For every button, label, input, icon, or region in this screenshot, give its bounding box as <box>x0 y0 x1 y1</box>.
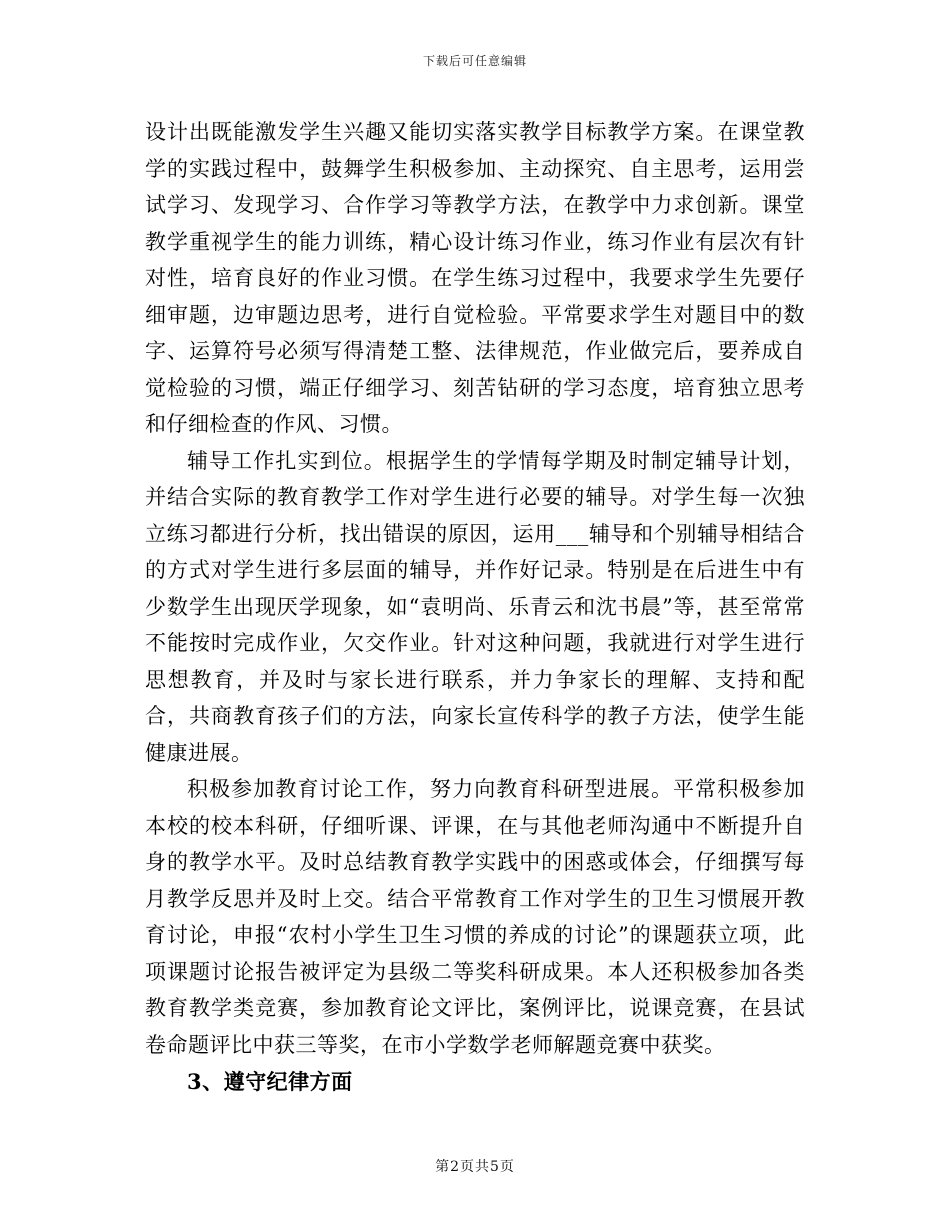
page-number: 第2页共5页 <box>435 1159 515 1175</box>
section-heading: 3、遵守纪律方面 <box>187 1069 353 1094</box>
paragraph-tutoring: 辅导工作扎实到位。根据学生的学情每学期及时制定辅导计划，并结合实际的教育教学工作对学生进行必要的辅导。对学生每一次独立练习都进行分析，找出错误的原因，运用___辅导和个别辅导相结合的方式对学生进行多层面的辅导，并作好记录。特别是在后进生中有少数学生出现厌学现象，如“袁明尚、乐青云和沈书晨”等，甚至常常不能按时完成作业，欠交作业。针对这种问题，我就进行对学生进行思想教育，并及时与家长进行联系，并力争家长的理解、支持和配合，共商教育孩子们的方法，向家长宣传科学的教子方法，使学生能健康进展。 <box>145 448 805 765</box>
document-body <box>145 114 805 1101</box>
paragraph-continuation: 设计出既能激发学生兴趣又能切实落实教学目标教学方案。在课堂教学的实践过程中，鼓舞学生积极参加、主动探究、自主思考，运用尝试学习、发现学习、合作学习等教学方法，在教学中力求创新。课堂教学重视学生的能力训练，精心设计练习作业，练习作业有层次有针对性，培育良好的作业习惯。在学生练习过程中，我要求学生先要仔细审题，边审题边思考，进行自觉检验。平常要求学生对题目中的数字、运算符号必须写得清楚工整、法律规范，作业做完后，要养成自觉检验的习惯，端正仔细学习、刻苦钻研的学习态度，培育独立思考和仔细检查的作风、习惯。 <box>145 120 805 436</box>
page-header: 下载后可任意编辑 <box>422 54 527 68</box>
paragraph-research: 积极参加教育讨论工作，努力向教育科研型进展。平常积极参加本校的校本科研，仔细听课、评课，在与其他老师沟通中不断提升自身的教学水平。及时总结教育教学实践中的困惑或体会，仔细撰写每月教学反思并及时上交。结合平常教育工作对学生的卫生习惯展开教育讨论，申报“农村小学生卫生习惯的养成的讨论”的课题获立项，此项课题讨论报告被评定为县级二等奖科研成果。本人还积极参加各类教育教学类竞赛，参加教育论文评比，案例评比，说课竞赛，在县试卷命题评比中获三等奖，在市小学数学老师解题竞赛中获奖。 <box>145 777 805 1057</box>
